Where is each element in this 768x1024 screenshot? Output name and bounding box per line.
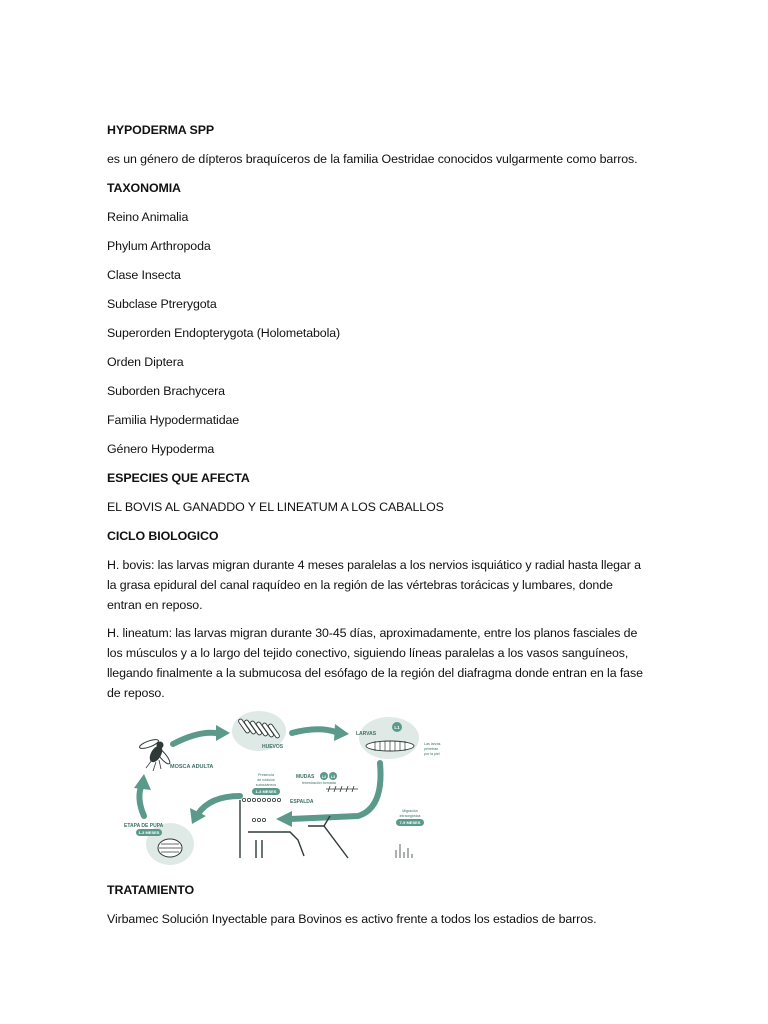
nodules-icon xyxy=(242,798,280,821)
paragraph-line: entran en reposo. xyxy=(107,598,203,612)
taxonomy-item: Subclase Ptrerygota xyxy=(107,297,217,311)
larvas-note: por la piel xyxy=(424,752,440,756)
paragraph-line: la grasa epidural del canal raquídeo en la región de las vértebras torácicas y lumbares, donde xyxy=(107,578,613,592)
label-espalda: ESPALDA xyxy=(290,799,314,805)
larvas-note: penetran xyxy=(424,747,439,751)
larvas-note: Las larvas xyxy=(424,742,441,746)
arrow-to-pupa xyxy=(198,796,240,814)
taxonomy-item: Phylum Arthropoda xyxy=(107,239,211,253)
label-mudas: MUDAS xyxy=(296,774,315,780)
presencia-note: de nódulos xyxy=(257,778,275,782)
taxonomy-item: Reino Animalia xyxy=(107,210,189,224)
arrow-to-larvae xyxy=(292,729,336,733)
cycle-heading: CICLO BIOLOGICO xyxy=(107,529,219,543)
bovis-paragraph xyxy=(107,555,667,615)
paragraph-line: H. lineatum: las larvas migran durante 30-45 días, aproximadamente, entre los planos fasciales de xyxy=(107,626,638,640)
migracion-time: 7-9 MESES xyxy=(399,820,421,826)
arrow-head-adult xyxy=(134,774,151,790)
taxonomy-item: Suborden Brachycera xyxy=(107,384,225,398)
lineatum-paragraph xyxy=(107,623,667,703)
label-larvas: LARVAS xyxy=(356,731,377,737)
arrow-head-migration xyxy=(276,811,292,827)
pupa-icon xyxy=(158,839,182,857)
label-l3: L3 xyxy=(330,775,336,779)
species-text: EL BOVIS AL GANADDO Y EL LINEATUM A LOS CABALLOS xyxy=(107,500,444,514)
taxonomy-item: Superorden Endopterygota (Holometabola) xyxy=(107,326,341,340)
treatment-heading: TRATAMIENTO xyxy=(107,883,195,897)
paragraph-line: llegando finalmente a la submucosa del esófago de la región del diafragma donde entran en la fase xyxy=(107,666,643,680)
taxonomy-item: Familia Hypodermatidae xyxy=(107,413,240,427)
taxonomy-heading: TAXONOMIA xyxy=(107,181,181,195)
treatment-text: Virbamec Solución Inyectable para Bovinos es activo frente a todos los estadios de barros. xyxy=(107,912,597,926)
taxonomy-item: Orden Diptera xyxy=(107,355,184,369)
paragraph-line: H. bovis: las larvas migran durante 4 meses paralelas a los nervios isquiático y radial hasta llegar a xyxy=(107,558,641,572)
migracion-note: intraorgánica xyxy=(399,814,421,818)
spine-icon xyxy=(326,786,358,792)
label-l2: L2 xyxy=(321,775,327,779)
species-heading: ESPECIES QUE AFECTA xyxy=(107,471,250,485)
paragraph-line: de reposo. xyxy=(107,686,165,700)
presencia-note: subcutáneos xyxy=(255,783,277,787)
arrow-head-eggs xyxy=(216,725,230,741)
document-title: HYPODERMA SPP xyxy=(107,123,215,137)
taxonomy-item: Género Hypoderma xyxy=(107,442,215,456)
grass-icon xyxy=(396,844,412,858)
arrow-migration xyxy=(290,763,381,819)
arrow-head-larvae xyxy=(334,724,349,741)
life-cycle-diagram xyxy=(118,708,454,868)
cow-outline xyxy=(240,800,348,858)
taxonomy-item: Clase Insecta xyxy=(107,268,181,282)
migracion-note: Migración xyxy=(402,809,418,813)
arrow-to-eggs xyxy=(173,733,216,744)
larvae-circle xyxy=(359,717,419,759)
label-l1: L1 xyxy=(394,725,400,730)
pupa-time: 1-3 MESES xyxy=(138,830,160,836)
intro-text: es un género de dípteros braquíceros de la familia Oestridae conocidos vulgarmente como barros. xyxy=(107,152,638,166)
presencia-note: Presencia xyxy=(258,773,274,777)
adult-fly-icon xyxy=(139,738,172,771)
paragraph-line: los músculos y a lo largo del tejido conectivo, siguiendo líneas paralelas a los vasos sanguíneos, xyxy=(107,646,629,660)
presencia-time: 1-3 MESES xyxy=(255,789,277,795)
label-mosca: MOSCA ADULTA xyxy=(170,764,214,770)
mudas-note: fenestración formada xyxy=(302,781,336,785)
larva-icon xyxy=(366,741,414,751)
label-pupa: ETAPA DE PUPA xyxy=(124,823,164,829)
label-huevos: HUEVOS xyxy=(262,744,284,750)
